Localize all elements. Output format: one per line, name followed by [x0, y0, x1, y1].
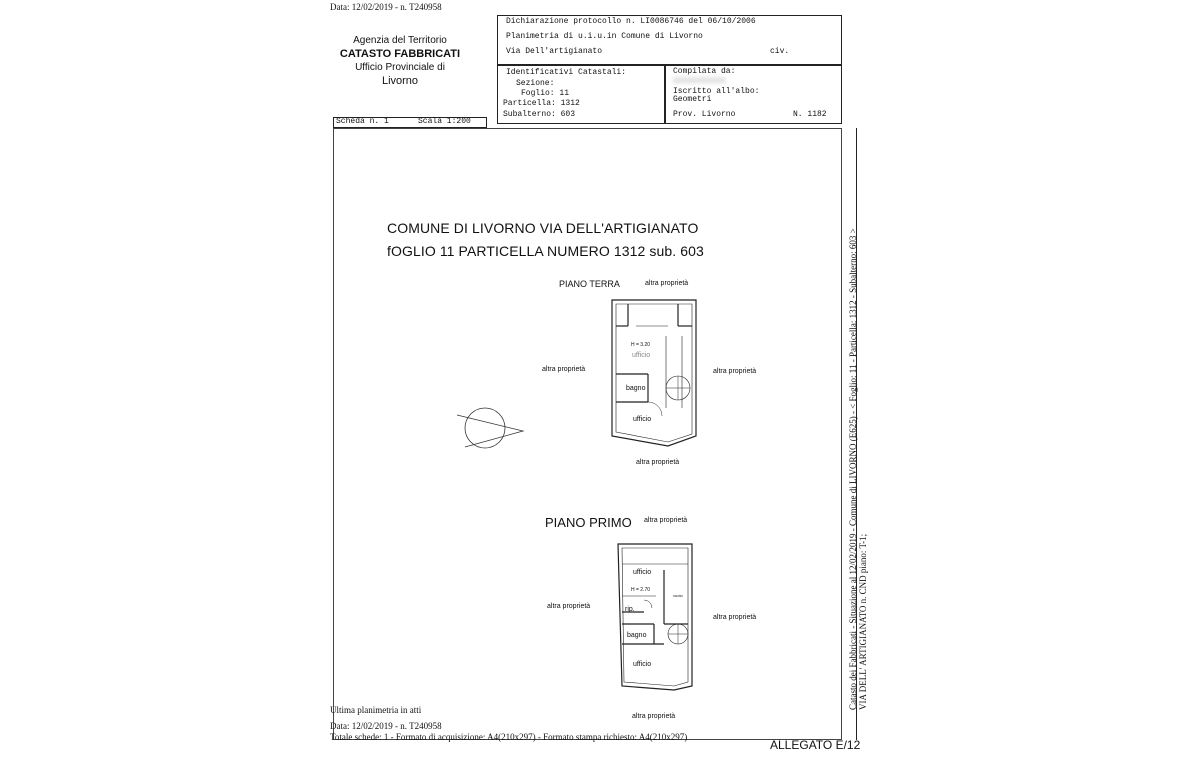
terra-room-bagno: bagno	[626, 385, 646, 392]
side-catasto-note	[848, 228, 868, 710]
agency-catasto: CATASTO FABBRICATI	[339, 48, 461, 60]
identificativi-foglio: Foglio: 11	[521, 89, 570, 98]
top-date: Data: 12/02/2019 - n. T240958	[330, 2, 442, 12]
side-catasto-line-2: VIA DELL' ARTIGIANATO n. CND piano: T-1;	[858, 533, 868, 710]
piano-primo-plan	[614, 540, 700, 700]
terra-room-ufficio-1: ufficio	[632, 352, 651, 359]
scheda-number: Scheda n. 1	[336, 117, 389, 126]
declaration-civ: civ.	[770, 47, 790, 56]
altra-proprieta-terra-left: altra proprietà	[542, 366, 586, 373]
compilata-geometri: Geometri	[673, 95, 712, 104]
allegato-label: ALLEGATO E/12	[770, 738, 861, 752]
altra-proprieta-primo-right: altra proprietà	[713, 614, 757, 621]
footer-date: Data: 12/02/2019 - n. T240958	[330, 721, 442, 731]
altra-proprieta-primo-top: altra proprietà	[644, 517, 688, 524]
piano-terra-plan	[608, 296, 704, 456]
declaration-planimetria: Planimetria di u.i.u.in Comune di Livorno	[506, 32, 703, 41]
primo-room-ufficio-2: ufficio	[633, 661, 652, 668]
terra-height: H = 3.20	[631, 342, 651, 348]
north-arrow-icon	[455, 405, 527, 451]
footer-ultima-planimetria: Ultima planimetria in atti	[330, 705, 422, 715]
primo-room-ufficio-1: ufficio	[633, 569, 652, 576]
identificativi-heading: Identificativi Catastali:	[506, 68, 627, 77]
identificativi-subalterno: Subalterno: 603	[503, 110, 576, 119]
altra-proprieta-terra-right: altra proprietà	[713, 368, 757, 375]
piano-primo-label: PIANO PRIMO	[545, 515, 632, 530]
compilata-heading: Compilata da:	[673, 67, 736, 76]
declaration-protocol: Dichiarazione protocollo n. LI0086746 del 06/10/2006	[506, 17, 756, 26]
primo-room-vuoto: vuoto	[673, 593, 683, 598]
compilata-name-redacted: XXXXXXXXXXX	[673, 77, 726, 86]
agency-city: Livorno	[381, 75, 419, 87]
identificativi-particella: Particella: 1312	[503, 99, 580, 108]
side-catasto-line-1: Catasto dei Fabbricati - Situazione al 12/02/2019 - Comune di LIVORNO (E625) - < Foglio: 11 - Particella: 1312 - Subalterno: 603 >	[848, 228, 858, 710]
primo-room-rip: rip.	[625, 606, 635, 613]
piano-terra-label: PIANO TERRA	[559, 279, 620, 289]
primo-height: H = 2.70	[631, 587, 651, 593]
drawing-title-street: COMUNE DI LIVORNO VIA DELL'ARTIGIANATO	[387, 220, 699, 236]
altra-proprieta-primo-left: altra proprietà	[547, 603, 591, 610]
compilata-prov: Prov. Livorno	[673, 110, 736, 119]
footer-totale-schede: Totale schede: 1 - Formato di acquisizione: A4(210x297) - Formato stampa richiesto: A4(210x297)	[330, 732, 688, 742]
compilata-number: N. 1182	[793, 110, 827, 119]
primo-room-bagno: bagno	[627, 632, 647, 639]
agency-name: Agenzia del Territorio	[353, 35, 447, 46]
drawing-title-foglio: fOGLIO 11 PARTICELLA NUMERO 1312 sub. 603	[387, 243, 704, 259]
altra-proprieta-primo-bottom: altra proprietà	[632, 713, 676, 720]
altra-proprieta-terra-top: altra proprietà	[645, 280, 689, 287]
agency-office: Ufficio Provinciale di	[355, 62, 445, 73]
compilata-iscritto: Iscritto all'albo:	[673, 87, 760, 96]
declaration-street: Via Dell'artigianato	[506, 47, 603, 56]
terra-room-ufficio-2: ufficio	[633, 416, 652, 423]
altra-proprieta-terra-bottom: altra proprietà	[636, 459, 680, 466]
scheda-scale: Scala 1:200	[418, 117, 471, 126]
identificativi-sezione: Sezione:	[516, 79, 555, 88]
